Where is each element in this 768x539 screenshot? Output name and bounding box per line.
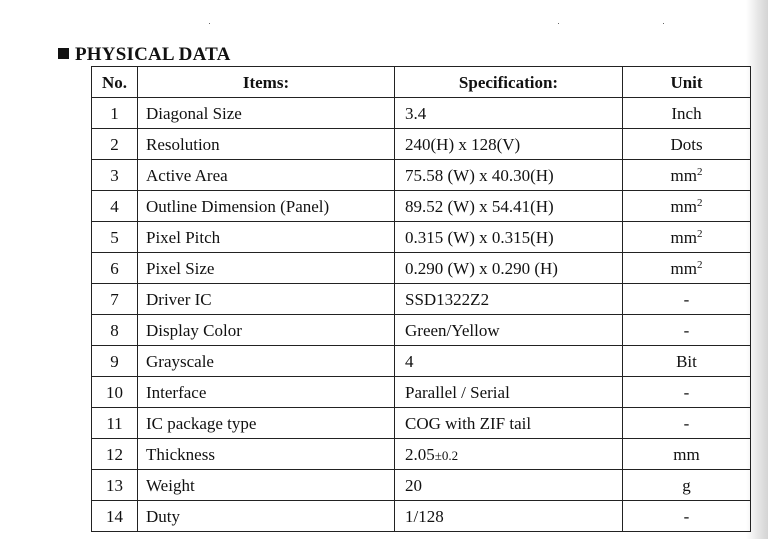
unit-value: Bit — [676, 351, 697, 371]
table-row — [92, 439, 751, 470]
row-specification — [395, 191, 623, 222]
row-unit — [623, 129, 751, 160]
row-unit — [623, 315, 751, 346]
table-row — [92, 160, 751, 191]
row-number: 14 — [92, 501, 138, 532]
scan-speck — [663, 23, 664, 24]
row-specification — [395, 501, 623, 532]
spec-value: 3.4 — [405, 103, 427, 123]
unit-value: g — [682, 475, 691, 495]
row-item: Driver IC — [138, 284, 395, 315]
row-number: 6 — [92, 253, 138, 284]
spec-value: COG with ZIF tail — [405, 413, 532, 433]
section-heading — [58, 44, 231, 66]
table-row — [92, 253, 751, 284]
table-row — [92, 98, 751, 129]
header-items: Items: — [138, 67, 395, 98]
row-specification — [395, 98, 623, 129]
table-row — [92, 222, 751, 253]
square-bullet-icon — [58, 48, 69, 59]
unit-value: mm — [673, 444, 700, 464]
row-item: Outline Dimension (Panel) — [138, 191, 395, 222]
row-unit — [623, 501, 751, 532]
row-number: 3 — [92, 160, 138, 191]
spec-value: Parallel / Serial — [405, 382, 510, 402]
section-title: PHYSICAL DATA — [75, 44, 231, 65]
row-specification — [395, 346, 623, 377]
unit-value: - — [683, 413, 690, 433]
row-item: Duty — [138, 501, 395, 532]
row-number: 11 — [92, 408, 138, 439]
row-item: Resolution — [138, 129, 395, 160]
row-item: Pixel Pitch — [138, 222, 395, 253]
row-unit — [623, 346, 751, 377]
row-item: IC package type — [138, 408, 395, 439]
row-unit — [623, 160, 751, 191]
header-no: No. — [92, 67, 138, 98]
spec-value: 0.315 (W) x 0.315(H) — [405, 227, 554, 247]
header-specification: Specification: — [395, 67, 623, 98]
row-specification — [395, 284, 623, 315]
row-number: 4 — [92, 191, 138, 222]
unit-value: - — [683, 320, 690, 340]
row-specification — [395, 408, 623, 439]
row-item: Weight — [138, 470, 395, 501]
unit-exponent: 2 — [696, 258, 703, 271]
row-item: Pixel Size — [138, 253, 395, 284]
table-row — [92, 470, 751, 501]
row-number: 13 — [92, 470, 138, 501]
row-unit — [623, 470, 751, 501]
unit-value: mm — [670, 258, 697, 278]
unit-value: mm — [670, 227, 697, 247]
unit-value: mm — [670, 196, 697, 216]
unit-exponent: 2 — [696, 196, 703, 209]
row-number: 10 — [92, 377, 138, 408]
unit-value: - — [683, 289, 690, 309]
spec-value: 1/128 — [405, 506, 444, 526]
table-row — [92, 501, 751, 532]
row-item: Thickness — [138, 439, 395, 470]
table-row — [92, 284, 751, 315]
table-row — [92, 129, 751, 160]
row-unit — [623, 439, 751, 470]
row-number: 1 — [92, 98, 138, 129]
row-unit — [623, 284, 751, 315]
row-unit — [623, 377, 751, 408]
row-unit — [623, 253, 751, 284]
unit-value: - — [683, 506, 690, 526]
row-unit — [623, 191, 751, 222]
table-row — [92, 315, 751, 346]
row-specification — [395, 253, 623, 284]
row-number: 12 — [92, 439, 138, 470]
table-row — [92, 408, 751, 439]
row-number: 5 — [92, 222, 138, 253]
unit-value: - — [683, 382, 690, 402]
unit-exponent: 2 — [696, 165, 703, 178]
row-unit — [623, 408, 751, 439]
row-specification — [395, 439, 623, 470]
row-number: 9 — [92, 346, 138, 377]
row-item: Diagonal Size — [138, 98, 395, 129]
table-row — [92, 346, 751, 377]
spec-value: 4 — [405, 351, 414, 371]
table-header-row — [92, 67, 751, 98]
spec-value: 240(H) x 128(V) — [405, 134, 521, 154]
scan-speck — [209, 23, 210, 24]
row-number: 7 — [92, 284, 138, 315]
row-number: 2 — [92, 129, 138, 160]
unit-value: Inch — [671, 103, 702, 123]
unit-value: mm — [670, 165, 697, 185]
row-unit — [623, 222, 751, 253]
spec-value: 20 — [405, 475, 422, 495]
row-unit — [623, 98, 751, 129]
table-row — [92, 191, 751, 222]
row-specification — [395, 222, 623, 253]
spec-value: 0.290 (W) x 0.290 (H) — [405, 258, 558, 278]
header-unit: Unit — [623, 67, 751, 98]
spec-value: Green/Yellow — [405, 320, 500, 340]
row-item: Grayscale — [138, 346, 395, 377]
table-row — [92, 377, 751, 408]
row-item: Interface — [138, 377, 395, 408]
spec-value: 2.05 — [405, 444, 435, 464]
row-specification — [395, 160, 623, 191]
spec-tolerance: ±0.2 — [434, 447, 459, 463]
physical-data-table — [91, 66, 751, 532]
row-specification — [395, 129, 623, 160]
unit-value: Dots — [670, 134, 703, 154]
spec-value: 75.58 (W) x 40.30(H) — [405, 165, 554, 185]
row-specification — [395, 470, 623, 501]
scan-speck — [558, 23, 559, 24]
unit-exponent: 2 — [696, 227, 703, 240]
row-item: Display Color — [138, 315, 395, 346]
row-specification — [395, 377, 623, 408]
spec-value: 89.52 (W) x 54.41(H) — [405, 196, 554, 216]
row-number: 8 — [92, 315, 138, 346]
row-specification — [395, 315, 623, 346]
spec-value: SSD1322Z2 — [405, 289, 490, 309]
row-item: Active Area — [138, 160, 395, 191]
